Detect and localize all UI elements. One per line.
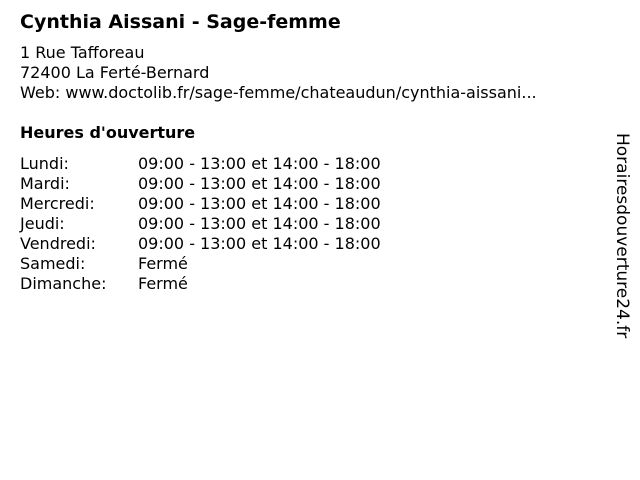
hours-row-jeudi <box>20 214 381 234</box>
site-watermark: Horairesdouverture24.fr <box>612 133 632 339</box>
hours-row-samedi <box>20 254 381 274</box>
address-block <box>20 43 537 103</box>
hours-value: Fermé <box>138 254 188 273</box>
day-label: Lundi: <box>20 154 69 173</box>
hours-row-vendredi <box>20 234 381 254</box>
hours-value: 09:00 - 13:00 et 14:00 - 18:00 <box>138 154 381 173</box>
opening-hours-heading: Heures d'ouverture <box>20 123 196 142</box>
day-label: Vendredi: <box>20 234 96 253</box>
day-label: Jeudi: <box>20 214 65 233</box>
hours-row-mardi <box>20 174 381 194</box>
hours-value: 09:00 - 13:00 et 14:00 - 18:00 <box>138 174 381 193</box>
hours-row-dimanche <box>20 274 381 294</box>
city-address: 72400 La Ferté-Bernard <box>20 63 210 82</box>
opening-hours-table <box>20 154 381 294</box>
hours-row-lundi <box>20 154 381 174</box>
hours-value: Fermé <box>138 274 188 293</box>
day-label: Dimanche: <box>20 274 107 293</box>
day-label: Mardi: <box>20 174 70 193</box>
hours-value: 09:00 - 13:00 et 14:00 - 18:00 <box>138 214 381 233</box>
day-label: Mercredi: <box>20 194 95 213</box>
street-address: 1 Rue Tafforeau <box>20 43 145 62</box>
hours-row-mercredi <box>20 194 381 214</box>
hours-value: 09:00 - 13:00 et 14:00 - 18:00 <box>138 234 381 253</box>
day-label: Samedi: <box>20 254 86 273</box>
page-title: Cynthia Aissani - Sage-femme <box>20 11 341 33</box>
hours-value: 09:00 - 13:00 et 14:00 - 18:00 <box>138 194 381 213</box>
website-link[interactable]: Web: www.doctolib.fr/sage-femme/chateaudun/cynthia-aissani... <box>20 83 537 102</box>
